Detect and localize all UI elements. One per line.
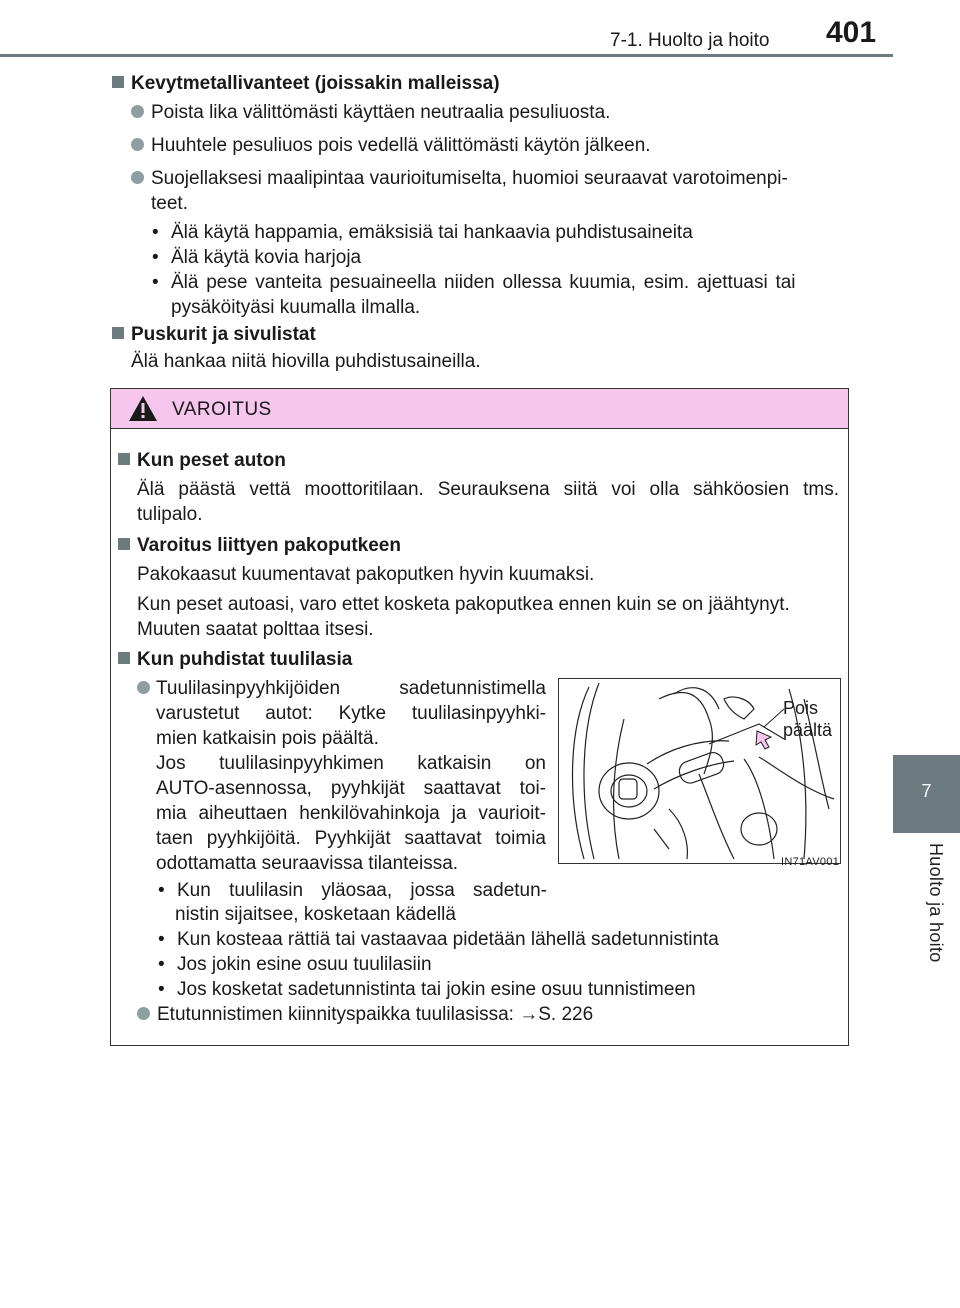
- callout-line-2: päältä: [783, 720, 833, 740]
- alloy-sub-3-text: Älä pese vanteita pesuaineella niiden ollessa kuumia, esim. ajettuasi tai: [171, 272, 796, 293]
- wash-heading: [118, 448, 286, 473]
- wash-text-line-1: Älä päästä vettä moottoritilaan. Seurauksena siitä voi olla sähköosien tms.: [137, 479, 839, 500]
- windshield-para-line: mia aiheuttaen henkilövahinkoja ja vaurioit-: [156, 803, 546, 824]
- warning-header: [111, 389, 848, 429]
- callout-line-1: Pois: [783, 698, 819, 718]
- exhaust-heading: [118, 533, 401, 558]
- circle-bullet-icon: [131, 171, 144, 184]
- warning-title: VAROITUS: [172, 399, 272, 420]
- exhaust-text-2a: Kun peset autoasi, varo ettet kosketa pakoputkea ennen kuin se on jäähtynyt.: [137, 594, 790, 615]
- windshield-para-line: Jos tuulilasinpyyhkimen katkaisin on: [156, 753, 546, 774]
- windshield-sub-1-cont: nistin sijaitsee, kosketaan kädellä: [175, 904, 456, 925]
- square-bullet-icon: [118, 652, 130, 664]
- alloy-sub-3-cont: pysäköityäsi kuumalla ilmalla.: [171, 297, 421, 318]
- exhaust-text-1: Pakokaasut kuumentavat pakoputken hyvin kuumaksi.: [137, 564, 595, 585]
- wash-heading-text: Kun peset auton: [137, 450, 286, 471]
- square-bullet-icon: [118, 453, 130, 465]
- figure-code: IN71AV001: [781, 856, 840, 868]
- windshield-heading: [118, 647, 352, 672]
- windshield-para-line: odottamatta seuraavissa tilanteissa.: [156, 853, 459, 874]
- windshield-para-line: varustetut autot: Kytke tuulilasinpyyhki-: [156, 703, 546, 724]
- bumpers-text: Älä hankaa niitä hiovilla puhdistusaineilla.: [131, 351, 481, 372]
- chapter-number-box: [893, 755, 960, 833]
- windshield-item-2: [137, 1002, 593, 1027]
- alloy-item-1-text: Poista lika välittömästi käyttäen neutraalia pesuliuosta.: [151, 102, 611, 123]
- dot-marker: •: [158, 979, 165, 1000]
- square-bullet-icon: [118, 538, 130, 550]
- dot-marker: •: [158, 929, 165, 950]
- windshield-para-line: Tuulilasinpyyhkijöiden sadetunnistimella: [156, 678, 546, 699]
- exhaust-text-2b: Muuten saatat polttaa itsesi.: [137, 619, 374, 640]
- circle-bullet-icon: [131, 138, 144, 151]
- alloy-item-2: [131, 133, 651, 158]
- warning-triangle-icon: [128, 395, 158, 422]
- chapter-number: 7: [921, 781, 932, 801]
- dot-marker: •: [152, 222, 159, 243]
- windshield-sub-2-text: Kun kosteaa rättiä tai vastaavaa pidetään lähellä sadetunnistinta: [177, 929, 719, 950]
- windshield-sub-1-text: Kun tuulilasin yläosaa, jossa sadetun-: [177, 880, 547, 901]
- chapter-label: Huolto ja hoito: [926, 843, 946, 963]
- dot-marker: •: [152, 272, 159, 293]
- dot-marker: •: [158, 954, 165, 975]
- windshield-sub-4-text: Jos kosketat sadetunnistinta tai jokin esine osuu tunnistimeen: [177, 979, 696, 1000]
- square-bullet-icon: [112, 327, 124, 339]
- off-position-callout: [783, 697, 832, 741]
- alloy-heading-text: Kevytmetallivanteet (joissakin malleissa): [131, 73, 500, 94]
- windshield-para-line: taen pyyhkijöitä. Pyyhkijät saattavat toimia: [156, 828, 546, 849]
- exhaust-heading-text: Varoitus liittyen pakoputkeen: [137, 535, 401, 556]
- windshield-paragraph: [156, 676, 546, 876]
- dot-marker: •: [152, 247, 159, 268]
- dot-marker: •: [158, 880, 165, 901]
- alloy-item-2-text: Huuhtele pesuliuos pois vedellä välittömästi käytön jälkeen.: [151, 135, 651, 156]
- alloy-sub-1-text: Älä käytä happamia, emäksisiä tai hankaavia puhdistusaineita: [171, 222, 693, 243]
- circle-bullet-icon: [131, 105, 144, 118]
- windshield-heading-text: Kun puhdistat tuulilasia: [137, 649, 353, 670]
- circle-bullet-icon: [137, 681, 150, 694]
- alloy-item-3-text: Suojellaksesi maalipintaa vaurioitumiselta, huomioi seuraavat varotoimenpi-: [151, 168, 788, 189]
- bumpers-section-heading: [112, 322, 316, 347]
- alloy-item-3-cont: teet.: [151, 193, 188, 214]
- alloy-item-3: [131, 166, 788, 191]
- alloy-section-heading: [112, 71, 500, 96]
- windshield-sub-3-text: Jos jokin esine osuu tuulilasiin: [177, 954, 432, 975]
- bumpers-heading-text: Puskurit ja sivulistat: [131, 324, 316, 345]
- section-title: 7-1. Huolto ja hoito: [610, 30, 770, 51]
- alloy-item-1: [131, 100, 610, 125]
- alloy-sub-2-text: Älä käytä kovia harjoja: [171, 247, 362, 268]
- circle-bullet-icon: [137, 1007, 150, 1020]
- chapter-side-tab: [893, 0, 960, 1308]
- windshield-para-line: mien katkaisin pois päältä.: [156, 728, 379, 749]
- wash-text-line-2: tulipalo.: [137, 504, 203, 525]
- page-number: 401: [826, 16, 877, 49]
- header-divider: [0, 54, 893, 57]
- square-bullet-icon: [112, 76, 124, 88]
- windshield-para-line: AUTO-asennossa, pyyhkijät saattavat toi-: [156, 778, 546, 799]
- windshield-item-1: [137, 676, 157, 701]
- windshield-item-2-text: Etutunnistimen kiinnityspaikka tuulilasissa: →S. 226: [157, 1004, 594, 1025]
